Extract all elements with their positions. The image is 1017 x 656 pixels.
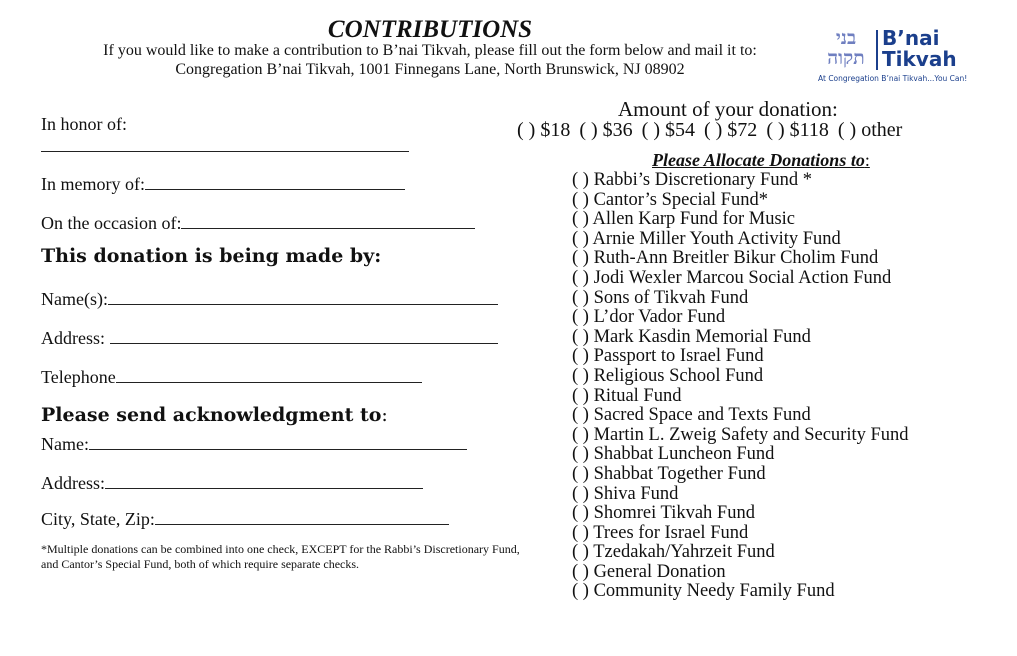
fund-option[interactable]: ( ) Ritual Fund — [572, 385, 682, 406]
ack-address-label: Address: — [41, 473, 105, 493]
fund-option[interactable]: ( ) Rabbi’s Discretionary Fund * — [572, 170, 812, 190]
fund-option[interactable]: ( ) Sons of Tikvah Fund — [572, 287, 749, 308]
amount-option[interactable]: ( ) $54 — [641, 119, 695, 141]
city-state-zip-field[interactable] — [155, 509, 449, 525]
amount-options — [517, 119, 911, 142]
logo-name-line2: Tikvah — [882, 47, 957, 71]
city-state-zip-label: City, State, Zip: — [41, 509, 155, 529]
ack-address-row — [41, 473, 423, 494]
fund-option[interactable]: ( ) Trees for Israel Fund — [572, 522, 749, 543]
logo-hebrew-line2: תקוה — [827, 47, 865, 69]
names-label: Name(s): — [41, 289, 108, 309]
city-state-zip-row — [41, 509, 449, 530]
fund-option[interactable]: ( ) Shiva Fund — [572, 483, 679, 504]
logo-divider — [876, 30, 878, 70]
telephone-field[interactable] — [116, 367, 422, 383]
allocation-heading-text: Please Allocate Donations to — [652, 150, 865, 170]
ack-name-field[interactable] — [89, 434, 467, 450]
amount-option[interactable]: ( ) $36 — [579, 119, 633, 141]
in-honor-label: In honor of: — [41, 114, 127, 134]
amount-heading: Amount of your donation: — [618, 97, 838, 121]
allocation-heading — [652, 150, 870, 171]
occasion-field[interactable] — [181, 213, 475, 229]
ack-heading-colon: : — [381, 404, 388, 426]
fund-option[interactable]: ( ) Ruth-Ann Breitler Bikur Cholim Fund — [572, 248, 879, 269]
names-row — [41, 289, 498, 310]
fund-option[interactable]: ( ) Community Needy Family Fund — [572, 581, 835, 602]
logo-hebrew-line1: בני — [835, 27, 857, 49]
logo-name-line1: B’nai — [882, 26, 940, 50]
allocation-heading-colon: : — [864, 150, 870, 170]
names-field[interactable] — [108, 289, 498, 305]
intro-text: If you would like to make a contribution to B’nai Tikvah, please fill out the form below and mail it to: — [103, 42, 757, 59]
in-honor-field[interactable] — [41, 151, 409, 152]
fund-option[interactable]: ( ) Mark Kasdin Memorial Fund — [572, 326, 811, 347]
bnai-tikvah-logo — [818, 28, 968, 88]
address-row — [41, 328, 498, 349]
in-memory-row — [41, 174, 405, 195]
fund-option[interactable]: ( ) Passport to Israel Fund — [572, 346, 764, 367]
fund-option[interactable]: ( ) Cantor’s Special Fund* — [572, 189, 768, 210]
logo-name — [882, 28, 957, 70]
fund-list — [572, 171, 909, 602]
fund-option[interactable]: ( ) General Donation — [572, 561, 726, 582]
donor-heading: This donation is being made by: — [41, 245, 382, 267]
telephone-row — [41, 367, 422, 388]
fund-option[interactable]: ( ) L’dor Vador Fund — [572, 307, 726, 328]
fund-option[interactable]: ( ) Shabbat Together Fund — [572, 463, 766, 484]
occasion-label: On the occasion of: — [41, 213, 182, 233]
mailing-address: Congregation B’nai Tikvah, 1001 Finnegans Lane, North Brunswick, NJ 08902 — [175, 61, 685, 78]
fund-option[interactable]: ( ) Sacred Space and Texts Fund — [572, 405, 811, 426]
ack-heading — [41, 404, 388, 426]
ack-address-field[interactable] — [105, 473, 423, 489]
logo-tagline: At Congregation B’nai Tikvah...You Can! — [818, 74, 968, 83]
fund-option[interactable]: ( ) Arnie Miller Youth Activity Fund — [572, 228, 841, 249]
fund-option[interactable]: ( ) Martin L. Zweig Safety and Security Fund — [572, 424, 909, 445]
page-title: CONTRIBUTIONS — [327, 16, 533, 43]
ack-heading-text: Please send acknowledgment to — [41, 404, 382, 426]
logo-hebrew — [818, 28, 874, 72]
amount-option[interactable]: ( ) $72 — [703, 119, 758, 141]
amount-option[interactable]: ( ) other — [837, 119, 903, 141]
in-memory-label: In memory of: — [41, 174, 145, 194]
fund-option[interactable]: ( ) Jodi Wexler Marcou Social Action Fund — [572, 267, 892, 288]
address-label: Address: — [41, 328, 105, 348]
footnote: *Multiple donations can be combined into one check, EXCEPT for the Rabbi’s Discretionary Fund, and Cantor’s Special Fund, both of which require separate checks. — [41, 542, 520, 571]
in-memory-field[interactable] — [145, 174, 405, 190]
fund-option[interactable]: ( ) Religious School Fund — [572, 365, 764, 386]
amount-option[interactable]: ( ) $18 — [517, 119, 571, 141]
ack-name-label: Name: — [41, 434, 89, 454]
telephone-label: Telephone — [41, 367, 116, 387]
amount-option[interactable]: ( ) $118 — [766, 119, 829, 141]
fund-option[interactable]: ( ) Shabbat Luncheon Fund — [572, 444, 775, 465]
fund-option[interactable]: ( ) Shomrei Tikvah Fund — [572, 503, 755, 524]
ack-name-row — [41, 434, 467, 455]
fund-option[interactable]: ( ) Tzedakah/Yahrzeit Fund — [572, 542, 775, 563]
occasion-row — [41, 213, 475, 234]
address-field[interactable] — [110, 328, 498, 344]
fund-option[interactable]: ( ) Allen Karp Fund for Music — [572, 209, 795, 230]
